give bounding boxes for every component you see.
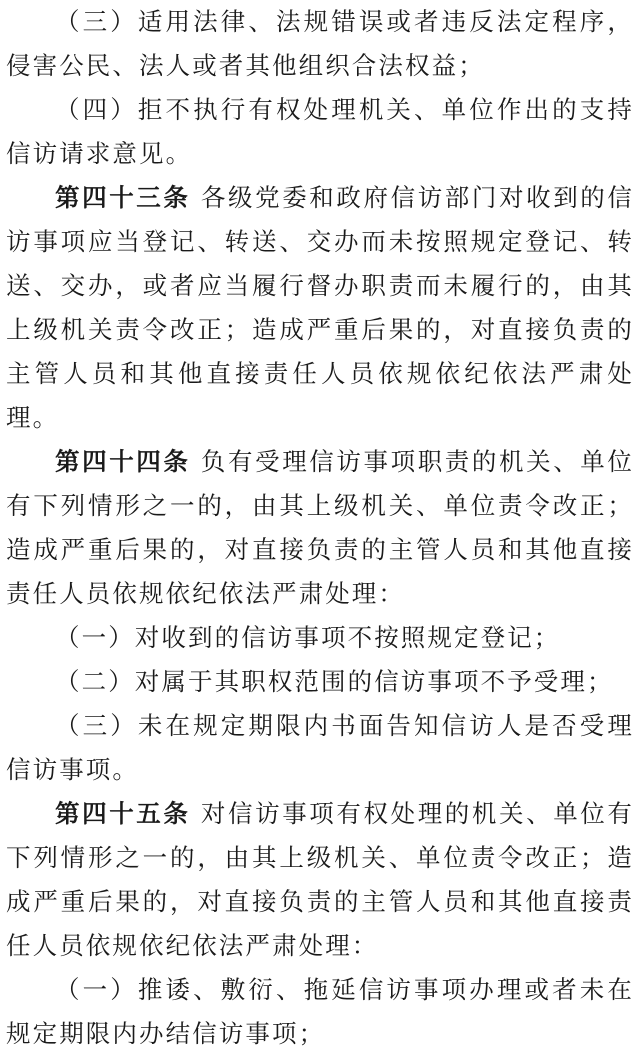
article-text: 负有受理信访事项职责的机关、单位有下列情形之一的，由其上级机关、单位责令改正；造成严重后果的，对直接负责的主管人员和其他直接责任人员依规依纪依法严肃处理： (6, 447, 634, 608)
article-number: 第四十四条 (55, 447, 191, 476)
list-item-paragraph (6, 704, 634, 792)
article-45-paragraph (6, 792, 634, 968)
article-44-paragraph (6, 440, 634, 616)
article-number: 第四十三条 (55, 183, 191, 212)
item-text: （二）对属于其职权范围的信访事项不予受理； (55, 667, 614, 696)
item-text: （一）对收到的信访事项不按照规定登记； (55, 623, 561, 652)
item-text: （四）拒不执行有权处理机关、单位作出的支持信访请求意见。 (6, 95, 634, 168)
article-43-paragraph (6, 176, 634, 440)
item-text: （一）推诿、敷衍、拖延信访事项办理或者未在规定期限内办结信访事项； (6, 975, 634, 1048)
list-item-paragraph (6, 660, 634, 704)
item-text: （三）适用法律、法规错误或者违反法定程序，侵害公民、法人或者其他组织合法权益； (6, 7, 634, 80)
list-item-paragraph (6, 88, 634, 176)
item-text: （三）未在规定期限内书面告知信访人是否受理信访事项。 (6, 711, 634, 784)
list-item-paragraph (6, 0, 634, 88)
article-number: 第四十五条 (55, 799, 191, 828)
list-item-paragraph (6, 968, 634, 1056)
article-text: 各级党委和政府信访部门对收到的信访事项应当登记、转送、交办而未按照规定登记、转送、交办，或者应当履行督办职责而未履行的，由其上级机关责令改正；造成严重后果的，对直接负责的主管人员和其他直接责任人员依规依纪依法严肃处理。 (6, 183, 634, 432)
article-text: 对信访事项有权处理的机关、单位有下列情形之一的，由其上级机关、单位责令改正；造成严重后果的，对直接负责的主管人员和其他直接责任人员依规依纪依法严肃处理： (6, 799, 634, 960)
list-item-paragraph (6, 616, 634, 660)
